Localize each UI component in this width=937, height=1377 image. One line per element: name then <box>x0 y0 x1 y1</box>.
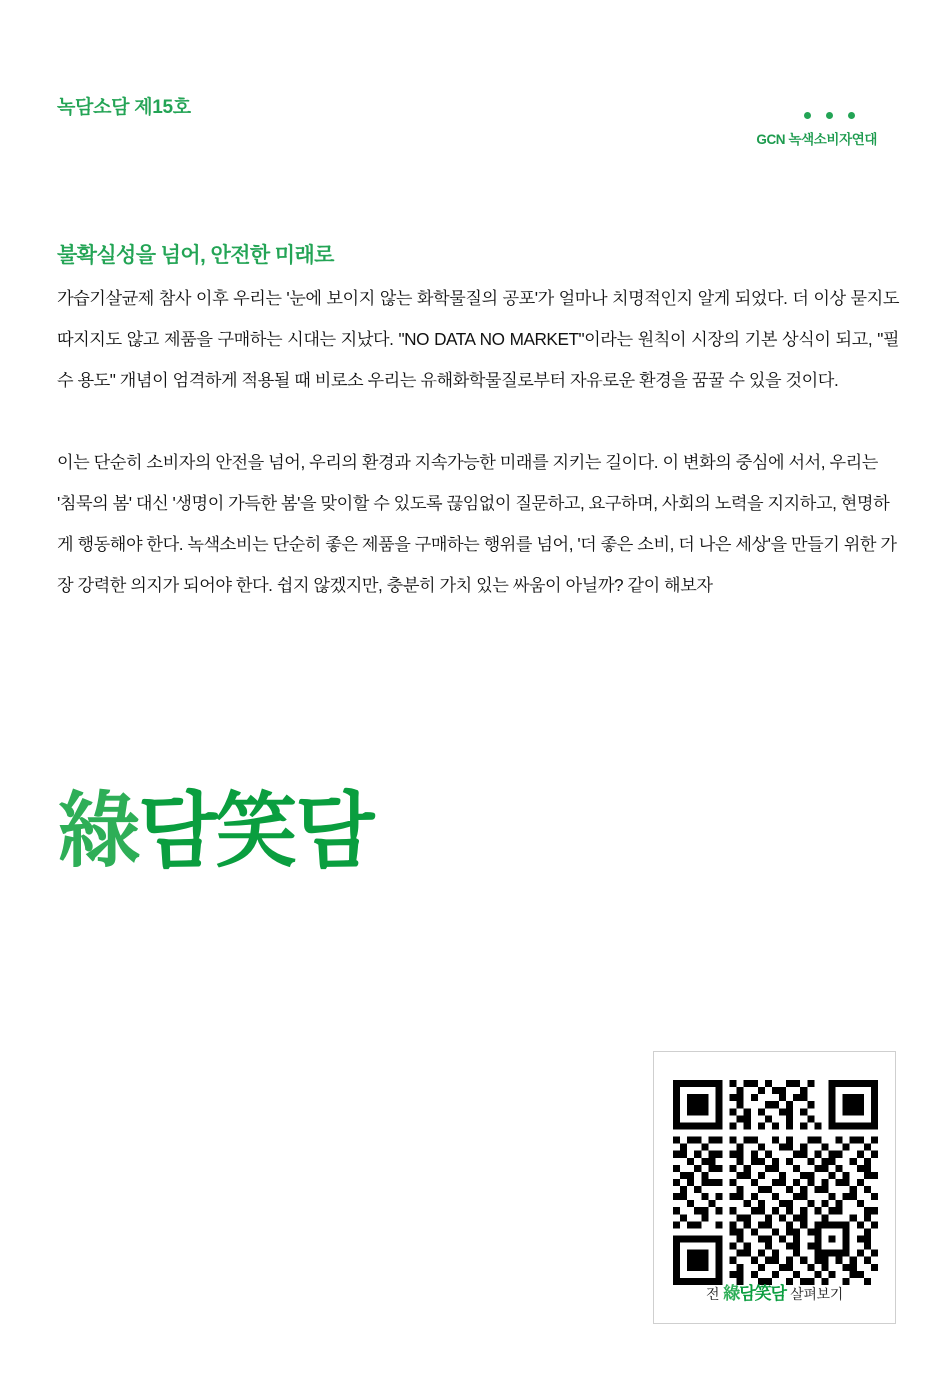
brand-dot-icon <box>848 112 855 119</box>
brand-dot-icon <box>804 112 811 119</box>
wordmark-logo <box>58 783 373 879</box>
qr-caption-mark-serif: 綠 <box>723 1284 740 1304</box>
article-body <box>57 278 899 606</box>
brand-dot-icon <box>826 112 833 119</box>
qr-caption <box>654 1279 895 1304</box>
brand-block <box>756 112 877 148</box>
qr-caption-mark-sans: 담笑담 <box>739 1284 787 1303</box>
brand-name: GCN 녹색소비자연대 <box>756 132 877 147</box>
qr-caption-prefix: 전 <box>706 1286 720 1302</box>
qr-caption-suffix: 살펴보기 <box>790 1286 843 1302</box>
article-title: 불확실성을 넘어, 안전한 미래로 <box>57 244 334 268</box>
qr-card[interactable] <box>653 1051 896 1324</box>
wordmark-serif-part: 綠 <box>58 783 139 879</box>
brand-dots-decoration <box>756 112 855 119</box>
article-paragraph: 이는 단순히 소비자의 안전을 넘어, 우리의 환경과 지속가능한 미래를 지키는 길이다. 이 변화의 중심에 서서, 우리는 '침묵의 봄' 대신 '생명이 가득한 봄'을 맞이할 수 있도록 끊임없이 질문하고, 요구하며, 사회의 노력을 지지하고, 현명하게 행동해야 한다. 녹색소비는 단순히 좋은 제품을 구매하는 행위를 넘어, '더 좋은 소비, 더 나은 세상'을 만들기 위한 가장 강력한 의지가 되어야 한다. 쉽지 않겠지만, 충분히 가치 있는 싸움이 아닐까? 같이 해보자 <box>57 452 897 595</box>
article-paragraph: 가습기살균제 참사 이후 우리는 '눈에 보이지 않는 화학물질의 공포'가 얼마나 치명적인지 알게 되었다. 더 이상 묻지도 따지지도 않고 제품을 구매하는 시대는 지났다. "NO DATA NO MARKET"이라는 원칙이 시장의 기본 상식이 되고, "필수 용도" 개념이 엄격하게 적용될 때 비로소 우리는 유해화학물질로부터 자유로운 환경을 꿈꿀 수 있을 것이다. <box>57 288 899 390</box>
wordmark-sans-part: 담笑담 <box>138 786 373 877</box>
qr-code-icon[interactable] <box>673 1080 878 1285</box>
issue-label: 녹담소담 제15호 <box>57 97 191 118</box>
